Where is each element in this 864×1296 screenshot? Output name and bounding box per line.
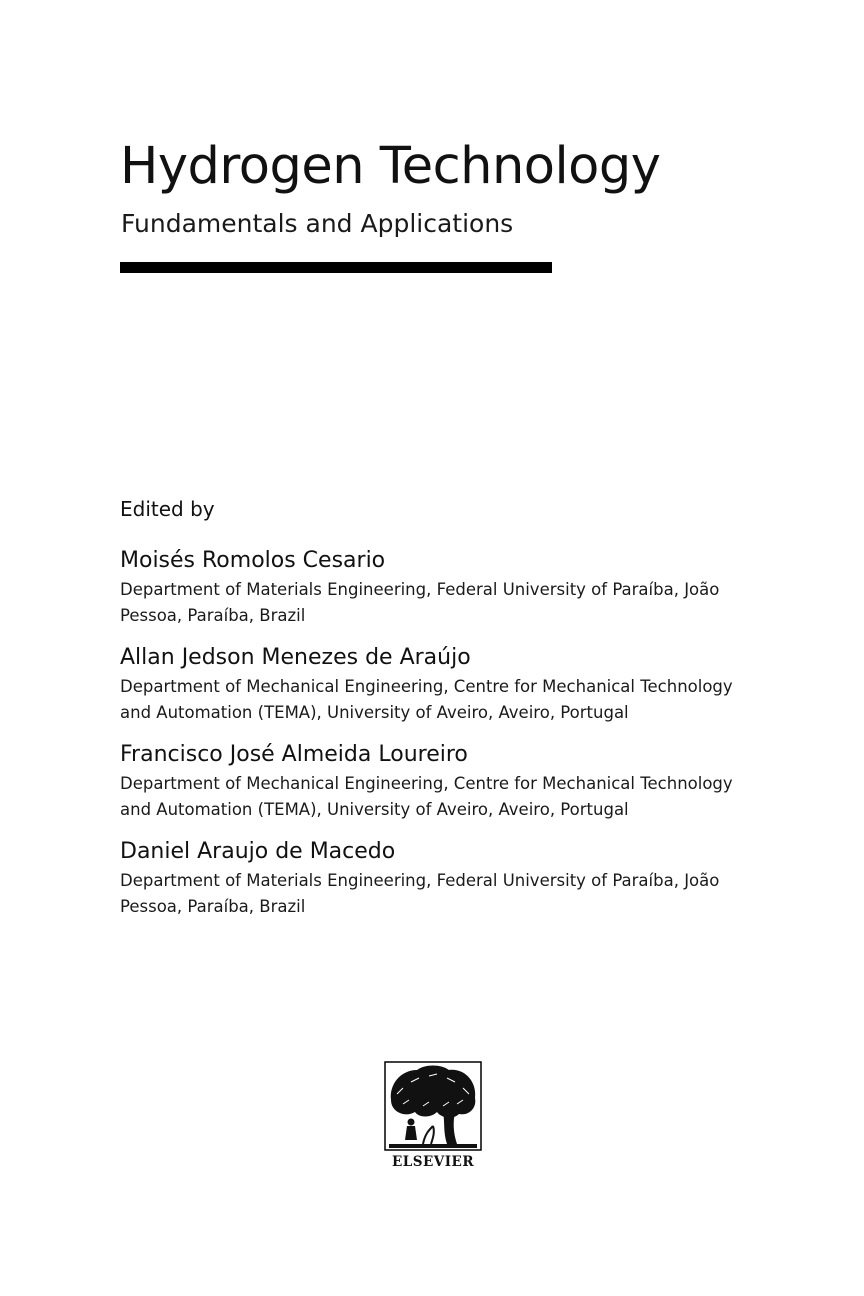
editor-name: Allan Jedson Menezes de Araújo xyxy=(120,645,471,670)
editor-name: Moisés Romolos Cesario xyxy=(120,548,386,573)
title-rule xyxy=(120,262,552,273)
editor-entry xyxy=(120,738,760,823)
editor-name: Francisco José Almeida Loureiro xyxy=(120,742,468,767)
editor-entry xyxy=(120,835,760,920)
editor-entry xyxy=(120,641,760,726)
editor-affiliation: Department of Materials Engineering, Federal University of Paraíba, João Pessoa, Paraíba, Brazil xyxy=(120,580,720,625)
editor-list xyxy=(120,544,760,932)
editor-entry xyxy=(120,544,760,629)
editor-affiliation: Department of Materials Engineering, Federal University of Paraíba, João Pessoa, Paraíba, Brazil xyxy=(120,871,720,916)
book-title: Hydrogen Technology xyxy=(120,137,661,196)
publisher-logo xyxy=(383,1060,483,1170)
editor-name: Daniel Araujo de Macedo xyxy=(120,839,396,864)
editor-affiliation: Department of Mechanical Engineering, Centre for Mechanical Technology and Automation (TEMA), University of Aveiro, Aveiro, Portugal xyxy=(120,774,733,819)
editor-affiliation: Department of Mechanical Engineering, Centre for Mechanical Technology and Automation (TEMA), University of Aveiro, Aveiro, Portugal xyxy=(120,677,733,722)
tree-and-scholar-logo-icon xyxy=(383,1060,483,1152)
publisher-name: ELSEVIER xyxy=(391,1154,475,1170)
edited-by-label: Edited by xyxy=(120,497,215,521)
book-subtitle: Fundamentals and Applications xyxy=(121,209,514,238)
